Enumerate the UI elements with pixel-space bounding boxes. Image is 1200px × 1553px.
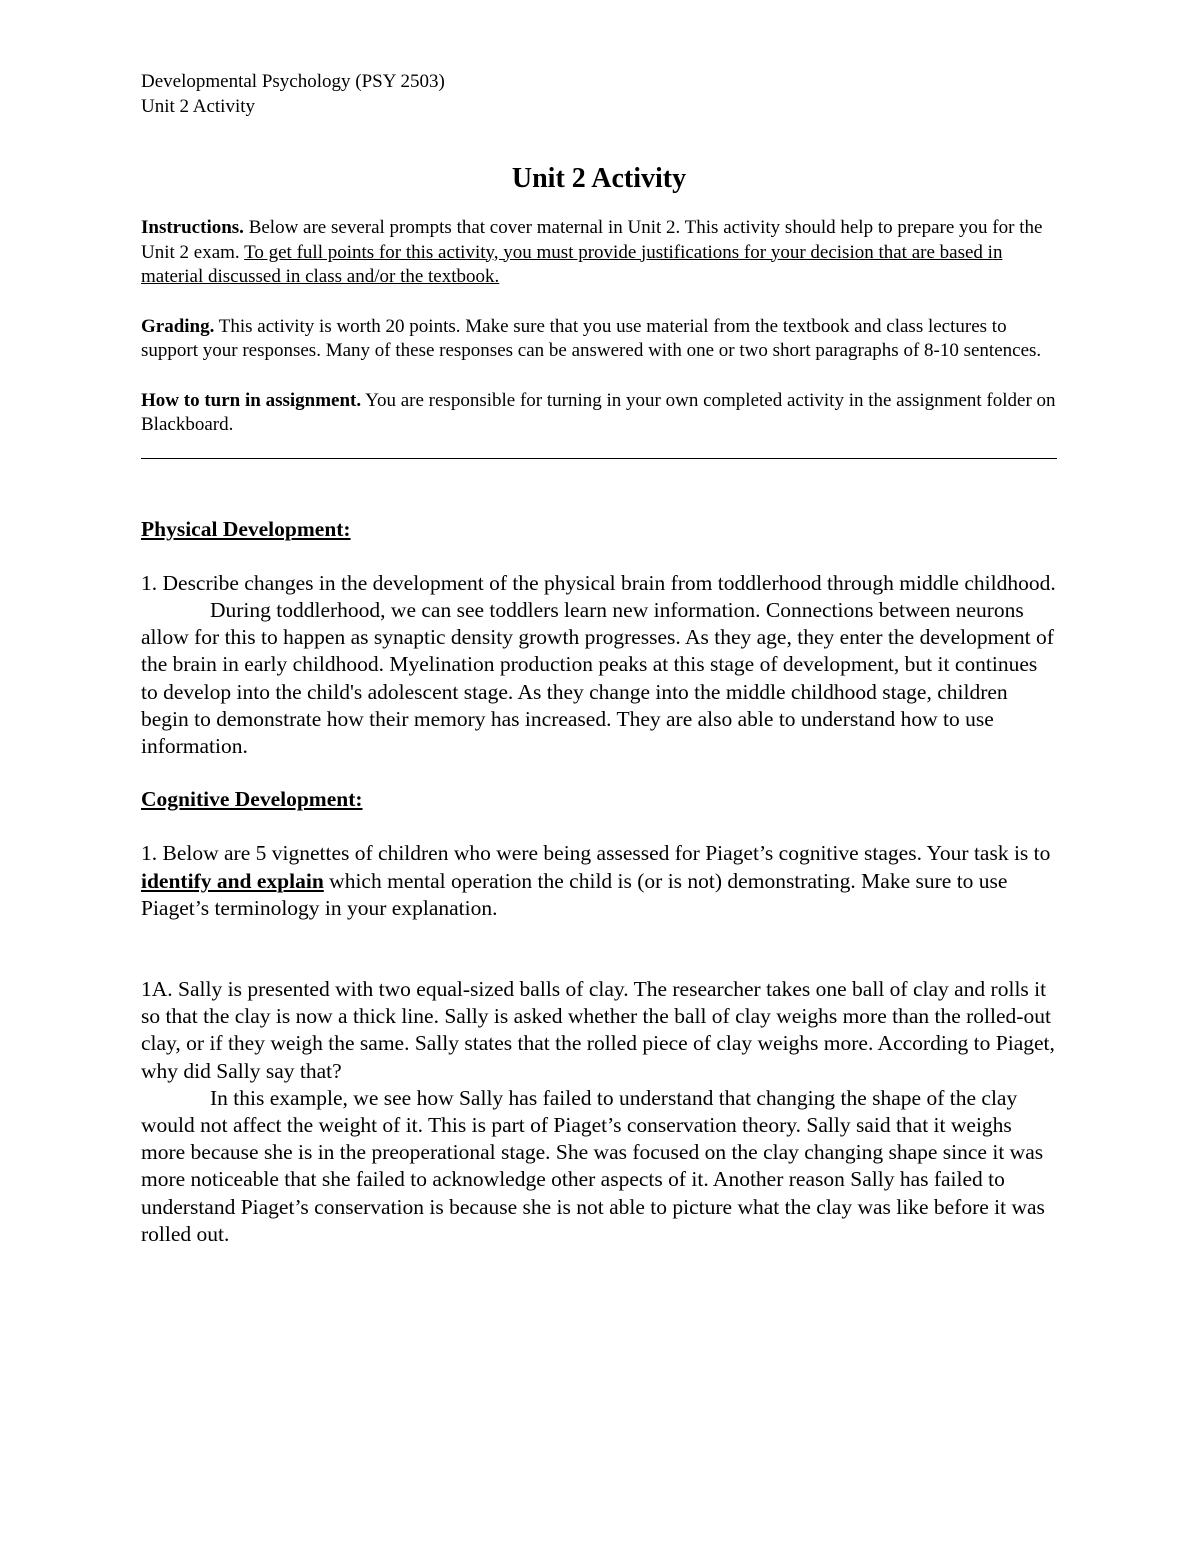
turn-in-paragraph xyxy=(141,389,1057,438)
instructions-paragraph xyxy=(141,216,1057,290)
physical-answer: During toddlerhood, we can see toddlers learn new information. Connections between neurons allow for this to happen as synaptic density growth progresses. As they age, they enter the development of the brain in early childhood. Myelination production peaks at this stage of development, but it continues to develop into the child's adolescent stage. As they change into the middle childhood stage, children begin to demonstrate how their memory has increased. They are also able to understand how to use information. xyxy=(141,597,1054,758)
course-name: Developmental Psychology (PSY 2503) xyxy=(141,71,445,92)
cognitive-intro-emphasis: identify and explain xyxy=(141,868,324,893)
document-page xyxy=(141,70,1057,1248)
instructions-underlined-text: To get full points for this activity, you must provide justifications for your decision that are based in material discussed in class and/or the textbook. xyxy=(141,241,1003,287)
instructions-label: Instructions. xyxy=(141,217,244,238)
unit-label: Unit 2 Activity xyxy=(141,95,255,117)
question-1a: 1A. Sally is presented with two equal-sized balls of clay. The researcher takes one ball of clay and rolls it so that the clay is now a thick line. Sally is asked whether the ball of clay weighs more than the rolled-out clay, or if they weigh the same. Sally states that the rolled piece of clay weighs more. According to Piaget, why did Sally say that? xyxy=(141,976,1055,1083)
cognitive-intro-before: 1. Below are 5 vignettes of children who were being assessed for Piaget’s cognitive stages. Your task is to xyxy=(141,841,1051,866)
physical-question: 1. Describe changes in the development of the physical brain from toddlerhood through middle childhood. xyxy=(141,570,1056,595)
answer-1a: In this example, we see how Sally has failed to understand that changing the shape of the clay would not affect the weight of it. This is part of Piaget’s conservation theory. Sally said that it weighs more because she is in the preoperational stage. She was focused on the clay changing shape since it was more noticeable that she failed to acknowledge other aspects of it. Another reason Sally has failed to understand Piaget’s conservation is because she is not able to picture what the clay was like before it was rolled out. xyxy=(141,1085,1045,1246)
page-title: Unit 2 Activity xyxy=(511,163,687,194)
cognitive-intro-after: which mental operation the child is (or is not) demonstrating. Make sure to use Piaget’s terminology in your explanation. xyxy=(141,868,1008,920)
grading-paragraph xyxy=(141,315,1057,364)
grading-text: This activity is worth 20 points. Make sure that you use material from the textbook and class lectures to support your responses. Many of these responses can be answered with one or two short paragraphs of 8-10 sentences. xyxy=(141,315,1042,361)
grading-label: Grading. xyxy=(141,315,215,337)
turn-in-text: You are responsible for turning in your own completed activity in the assignment folder on Blackboard. xyxy=(141,389,1056,435)
instructions-text: Below are several prompts that cover maternal in Unit 2. This activity should help to prepare you for the Unit 2 exam. xyxy=(141,217,1043,263)
cognitive-development-heading: Cognitive Development: xyxy=(141,787,363,812)
physical-development-heading: Physical Development: xyxy=(141,516,351,541)
document-header xyxy=(141,70,1057,119)
horizontal-divider xyxy=(141,458,1057,459)
cognitive-intro xyxy=(141,840,1057,922)
turn-in-label: How to turn in assignment. xyxy=(141,389,362,411)
